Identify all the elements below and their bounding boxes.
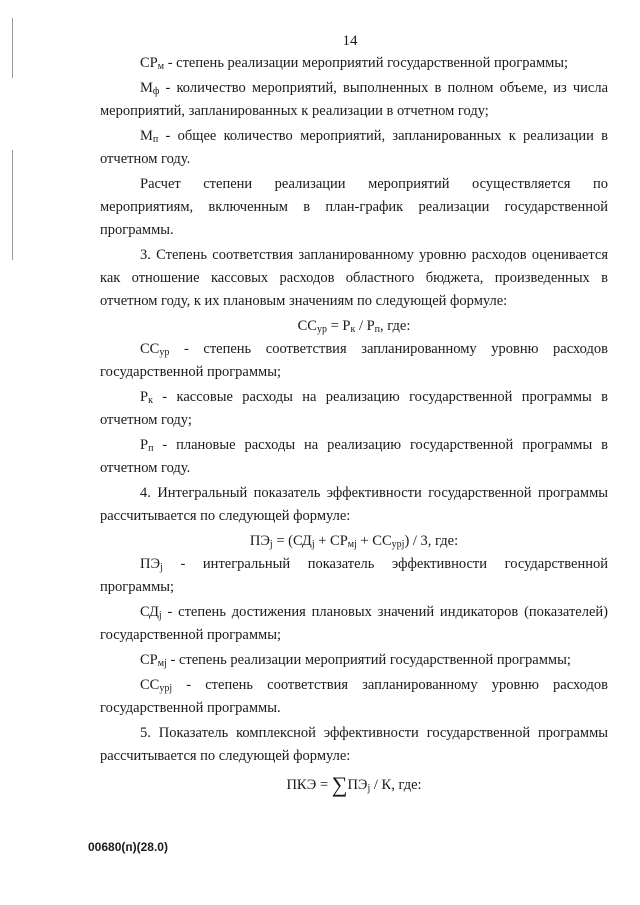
definition-p-k: $Р_к$ - кассовые расходы на реализацию государственной программы в отчетном году; (100, 389, 608, 428)
paragraph-calculation: Расчет степени реализации мероприятий осуществляется по мероприятиям, включенным в план-график реализации государственной программы. (100, 176, 608, 238)
paragraph-5: 5. Показатель комплексной эффективности государственной программы рассчитывается по следующей формуле: (100, 725, 608, 764)
formula-pke: ПКЭ = $\sum ПЭ_j$ / К, где: (286, 772, 422, 797)
definition-p-p: $Р_п$ - плановые расходы на реализацию государственной программы в отчетном году. (100, 437, 608, 476)
paragraph-4: 4. Интегральный показатель эффективности государственной программы рассчитывается по следующей формуле: (100, 485, 608, 524)
definition-sd-j: $СД_j$ - степень достижения плановых значений индикаторов (показателей) государственной программы; (100, 604, 608, 643)
definition-m-p: $М_п$ - общее количество мероприятий, запланированных к реализации в отчетном году. (100, 128, 608, 167)
definition-sr-mj: $СР_{мj}$ - степень реализации мероприятий государственной программы; (140, 652, 571, 669)
definition-ss-ur: $СС_{ур}$ - степень соответствия запланированному уровню расходов государственной программы; (100, 341, 608, 380)
definition-sr-m: $СР_м$ - степень реализации мероприятий государственной программы; (140, 55, 569, 72)
footer-document-code: 00680(п)(28.0) (88, 840, 168, 854)
formula-pe-j: $ПЭ_j = (СД_j + СР_{мj} + СС_{урj}) / 3$, где: (249, 533, 459, 550)
definition-ss-urj: $СС_{урj}$ - степень соответствия запланированному уровню расходов государственной программы. (100, 677, 608, 716)
scan-edge-mark-mid (12, 150, 13, 260)
paragraph-3: 3. Степень соответствия запланированному уровню расходов оценивается как отношение кассовых расходов областного бюджета, произведенных в отчетном году, к их плановым значениям по следующей формуле: (100, 247, 608, 309)
page-number: 14 (342, 33, 358, 49)
definition-m-f: $М_ф$ - количество мероприятий, выполненных в полном объеме, из числа мероприятий, запланированных к реализации в отчетном году; (100, 80, 608, 119)
formula-ss-ur: $СС_{ур} = Р_к / Р_п$, где: (297, 318, 411, 335)
summation-sign: ∑ (331, 772, 348, 797)
definition-pe-j: $ПЭ_j$ - интегральный показатель эффективности государственной программы; (100, 556, 608, 595)
document-body (100, 52, 608, 801)
